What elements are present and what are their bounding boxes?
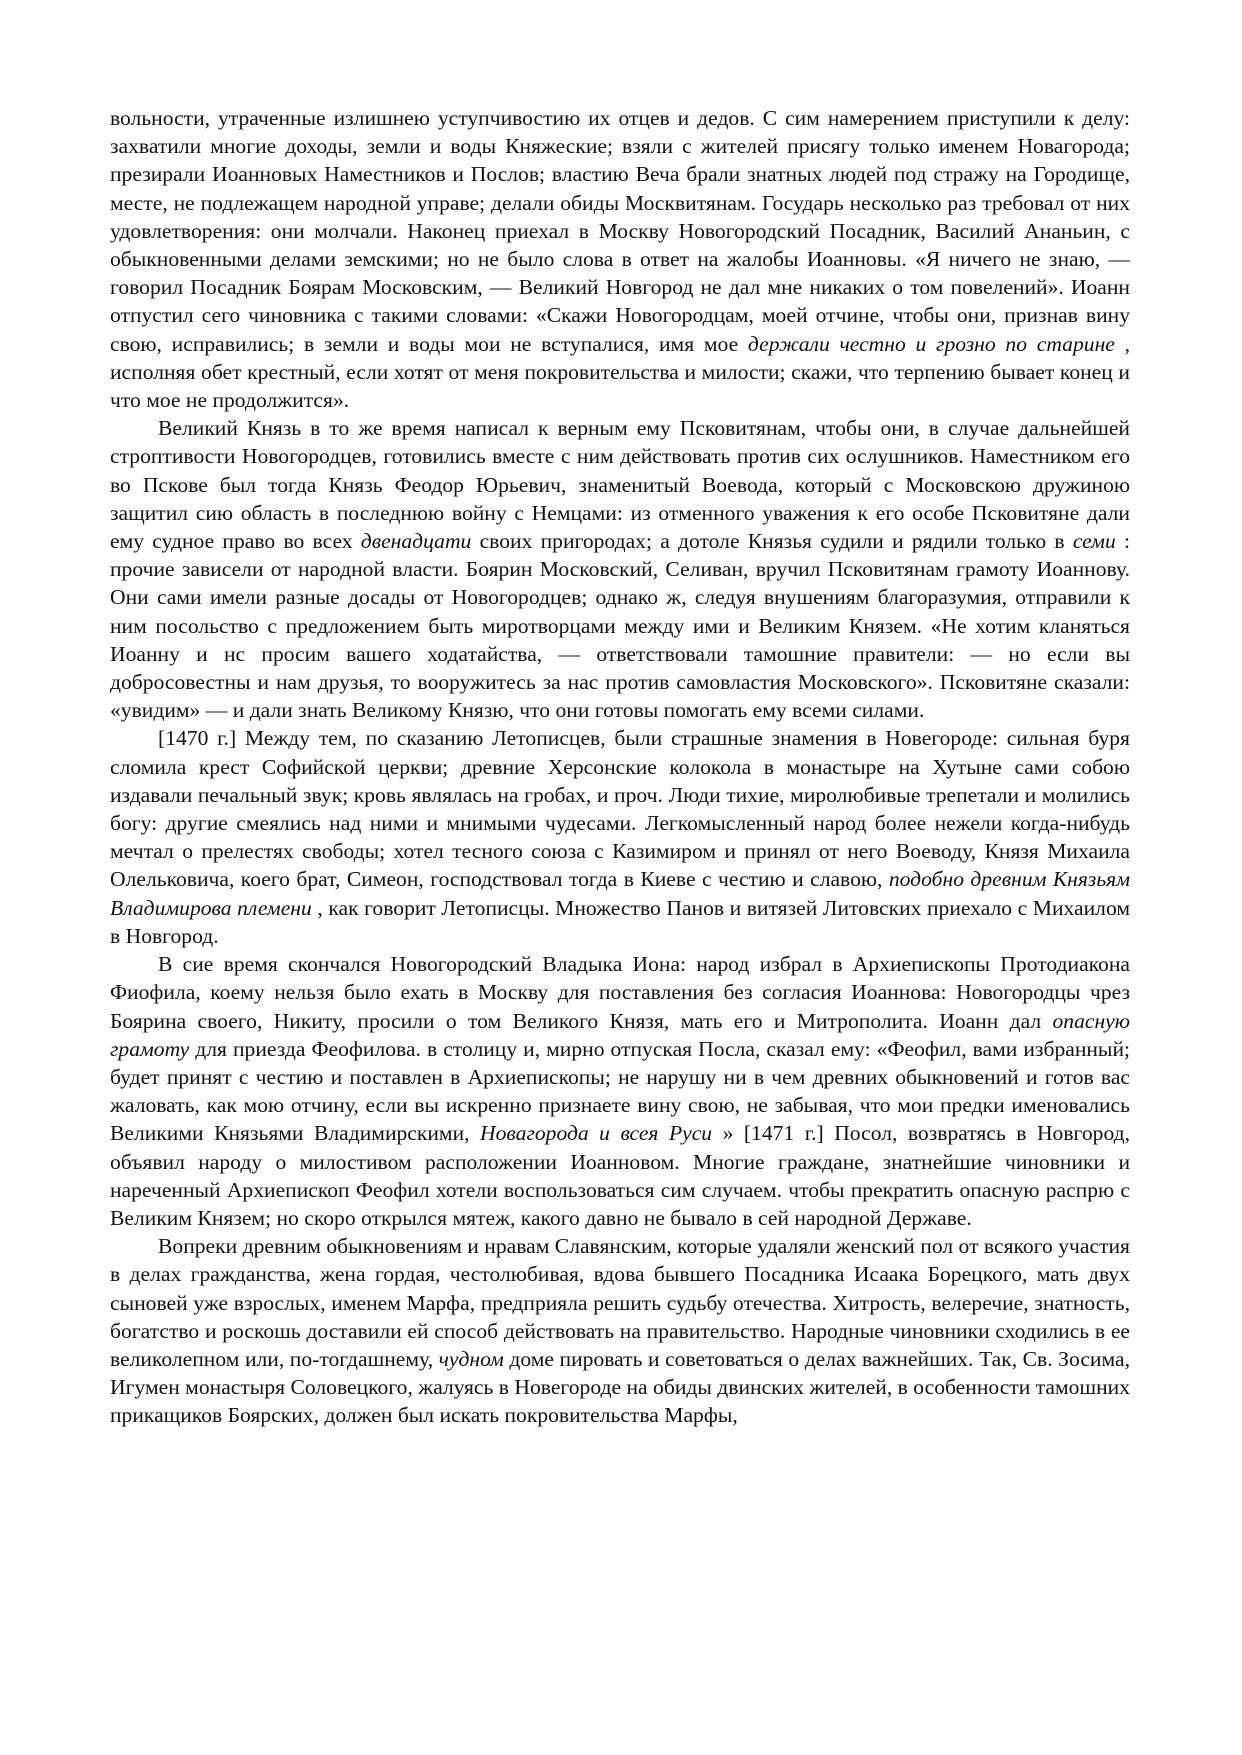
italic-phrase: держали честно и грозно по старине [747, 331, 1115, 356]
paragraph-text: : прочие зависели от народной власти. Боярин Московский, Селиван, вручил Псковитянам грамоту Иоаннову. Они сами имели разные досады от Новогородцев; однако ж, следуя внушениям благоразумия, отправили к ним посольство с предложением быть миротворцами между ими и Великим Князем. «Не хотим кланяться Иоанну и нс просим вашего ходатайства, — ответствовали тамошние правители: — но если вы добросовестны и нам друзья, то вооружитесь за нас против самовластия Московского». Псковитяне сказали: «увидим» — и дали знать Великому Князю, что они готовы помогать ему всеми силами. [110, 529, 1130, 723]
paragraph-text: » [1471 г.] Посол, возвратясь в Новгород, объявил народу о милостивом расположении Иоанновом. Многие граждане, знатнейшие чиновники и нареченный Архиепископ Феофил хотели воспользоваться сим случаем. чтобы прекратить опасную распрю с Великим Князем; но скоро открылся мятеж, какого давно не бывало в сей народной Державе. [110, 1121, 1131, 1230]
paragraph-text: В сие время скончался Новогородский Владыка Иона: народ избрал в Архиепископы Протодиакона Фиофила, коему нельзя было ехать в Москву для поставления без согласия Иоаннова: Новогородцы чрез Боярина своего, Никиту, просили о том Великого Князя, мать его и Митрополита. Иоанн дал [110, 952, 1130, 1033]
paragraph-text: , как говорит Летописцы. Множество Панов и витязей Литовских приехало с Михаилом в Новгород. [110, 895, 1130, 948]
paragraph-text: [1470 г.] Между тем, по сказанию Летописцев, были страшные знамения в Новегороде: сильная буря сломила крест Софийской церкви; древние Херсонские колокола в монастыре на Хутыне сами собою издавали печальный звук; кровь являлась на гробах, и проч. Люди тихие, миролюбивые трепетали и молились богу: другие смеялись над ними и мнимыми чудесами. Легкомысленный народ более нежели когда-нибудь мечтал о прелестях свободы; хотел тесного союза с Казимиром и принял от него Воеводу, Князя Михаила Олельковича, коего брат, Симеон, господствовал тогда в Киеве с честию и славою, [110, 726, 1130, 892]
italic-phrase: опасную грамоту [110, 1008, 1130, 1061]
italic-phrase: чудном [438, 1346, 504, 1371]
paragraph-2 [110, 414, 1130, 724]
paragraph-4 [110, 950, 1130, 1232]
paragraph-text: своих пригородах; а дотоле Князья судили и рядили только в [471, 529, 1073, 554]
paragraph-text: Вопреки древним обыкновениям и нравам Славянским, которые удаляли женский пол от всякого участия в делах гражданства, жена гордая, честолюбивая, вдова бывшего Посадника Исаака Борецкого, мать двух сыновей уже взрослых, именем Марфа, предприяла решить судьбу отечества. Хитрость, велеречие, знатность, богатство и роскошь доставили ей способ действовать на правительство. Народные чиновники сходились в ее великолепном или, по-тогдашнему, [110, 1234, 1130, 1371]
paragraph-5 [110, 1232, 1130, 1429]
paragraph-text: для приезда Феофилова. в столицу и, мирно отпуская Посла, сказал ему: «Феофил, вами избранный; будет принят с честию и поставлен в Архиепископы; не нарушу ни в чем древних обыкновений и готов вас жаловать, как мою отчину, если вы искренно признаете вину свою, не забывая, что мои предки именовались Великими Князьями Владимирскими, [110, 1036, 1130, 1146]
paragraph-1 [110, 104, 1130, 414]
paragraph-text: доме пировать и советоваться о делах важнейших. Так, Св. Зосима, Игумен монастыря Соловецкого, жалуясь в Новегороде на обиды двинских жителей, в особенности тамошних прикащиков Боярских, должен был искать покровительства Марфы, [110, 1346, 1130, 1428]
italic-phrase: Новагорода и всея Руси [480, 1121, 713, 1146]
italic-phrase: семи [1072, 529, 1116, 554]
paragraph-text: , исполняя обет крестный, если хотят от меня покровительства и милости; скажи, что терпению бывает конец и что мое не продолжится». [110, 331, 1130, 413]
paragraph-text: Великий Князь в то же время написал к верным ему Псковитянам, чтобы они, в случае дальнейшей строптивости Новогородцев, готовились вместе с ним действовать против сих ослушников. Наместником его во Пскове был тогда Князь Феодор Юрьевич, знаменитый Воевода, который с Московскою дружиною защитил сию область в последнюю войну с Немцами: из отменного уважения к его особе Псковитяне дали ему судное право во всех [110, 416, 1130, 554]
italic-phrase: подобно древним Князьям Владимирова племени [110, 867, 1130, 920]
paragraph-text: вольности, утраченные излишнею уступчивостию их отцев и дедов. С сим намерением приступили к делу: захватили многие доходы, земли и воды Княжеские; взяли с жителей присягу только именем Новагорода; презирали Иоанновых Наместников и Послов; властию Веча брали знатных людей под стражу на Городище, месте, не подлежащем народной управе; делали обиды Москвитянам. Государь несколько раз требовал от них удовлетворения: они молчали. Наконец приехал в Москву Новогородский Посадник, Василий Ананьин, с обыкновенными делами земскими; но не было слова в ответ на жалобы Иоанновы. «Я ничего не знаю, — говорил Посадник Боярам Московским, — Великий Новгород не дал мне никаких о том повелений». Иоанн отпустил сего чиновника с такими словами: «Скажи Новогородцам, моей отчине, чтобы они, признав вину свою, исправились; в земли и воды мои не вступалися, имя мое [110, 106, 1130, 356]
italic-phrase: двенадцати [360, 529, 472, 554]
paragraph-3 [110, 724, 1130, 950]
document-page [110, 104, 1130, 1430]
